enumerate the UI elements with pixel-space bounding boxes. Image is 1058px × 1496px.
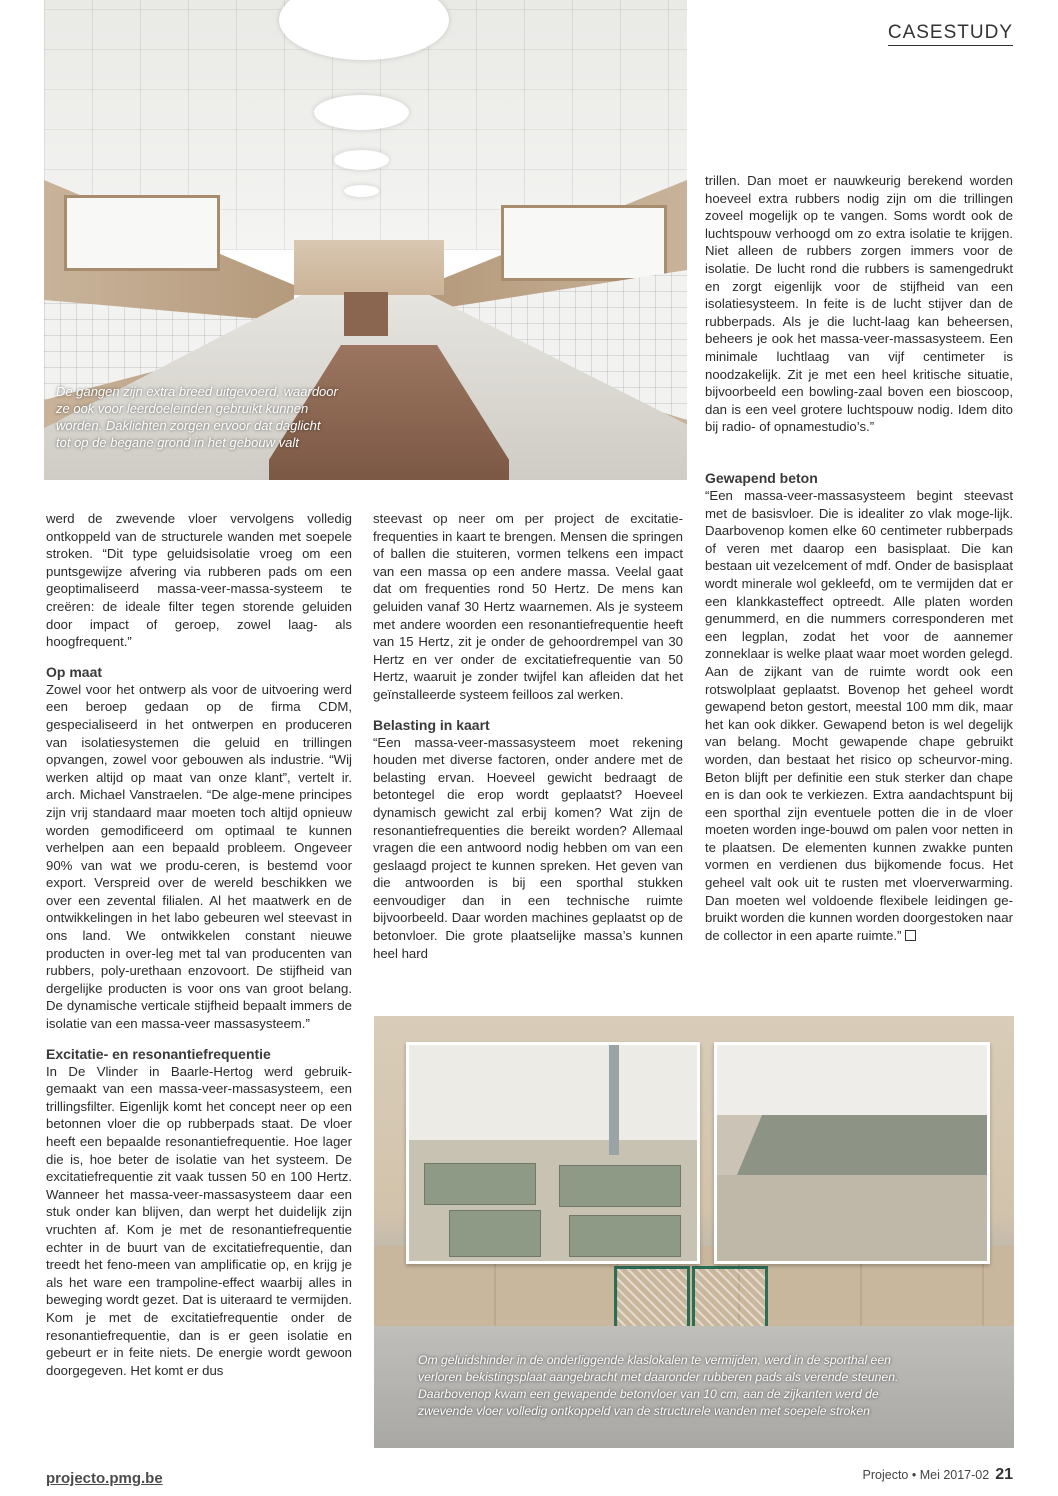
pad [424, 1163, 536, 1205]
skylight [334, 150, 389, 170]
subheading: Gewapend beton [705, 470, 818, 486]
subheading: Belasting in kaart [373, 716, 490, 733]
section-tag: CASESTUDY [888, 22, 1013, 46]
bench [344, 292, 388, 336]
hero-caption: De gangen zijn extra breed uitgevoerd, waardoor ze ook voor leerdoeleinden gebruikt kunnen worden. Daklichten zorgen ervoor dat daglicht tot op de begane grond in het gebouw valt [56, 384, 338, 450]
paragraph: Zowel voor het ontwerp als voor de uitvoering werd een beroep gedaan op de firma CDM, gespecialiseerd in het ontwerpen en produceren van isolatiesystemen die geluid en trillingen opvangen, zowel voor gebouwen als industrie. “Wij werken altijd op maat van onze klant”, vertelt ir. arch. Michael Vanstraelen. “De alge-mene principes zijn vrij standaard maar moeten toch altijd opnieuw worden gemodificeerd om optimaal te kunnen verhelpen aan een bepaald probleem. Ongeveer 90% van wat we produ-ceren, is bestemd voor export. Verspreid over de wereld beschikken we over een zevental filialen. Al het maatwerk en de ontwikkelingen in het labo gebeuren wel steevast in ons land. We ontwikkelen constant nieuwe producten in over-leg met tal van producenten van rubbers, poly-urethaan enzovoort. De stijfheid van dergelijke producten is voor ons van groot belang. De dynamische verticale stijfheid bepaalt immers de isolatie van een massa-veer massasysteem.” [46, 681, 352, 1032]
column-3-top [705, 172, 1013, 436]
skylight [314, 95, 409, 130]
paragraph-text: “Een massa-veer-massasysteem begint steevast met de basisvloer. Die is idealiter zo vlak moge-lijk. Daarbovenop komen elke 60 centimeter rubberpads of veren met daarop een basisplaat. Die kan bestaan uit vezelcement of mdf. Onder de basisplaat wordt minerale wol gekleefd, om te vermijden dat er een klankkasteffect optreedt. Alle platen worden genummerd, en die nummers corresponderen met een legplan, zodat het voor de aannemer zonneklaar is welke plaat waar moet worden gelegd. Aan de zijkant van de ruimte wordt ook een rotswolplaat geplaatst. Bovenop het geheel wordt gewapend beton gestort, meestal 100 mm dik, maar het kan ook dikker. Gewapend beton is wel degelijk van belang. Mocht gewapende chape gebruikt worden, dan bestaat het risico op scheurvor-ming. Beton blijft per definitie een stuk sterker dan chape en is dan ook te verkiezen. Extra aandachtspunt bij een sporthal zijn eventuele potten die in de vloer moeten worden inge-bouwd om palen voor netten in te plaatsen. De elementen kunnen zwakke punten vormen en verdienen dus bijkomende focus. Het geheel valt ook uit te rusten met vloerverwarming. Dan moeten wel voldoende flexibele leidingen ge-bruikt worden die kunnen worden doorgestoken naar de collector in een aparte ruimte.” [705, 488, 1013, 943]
paragraph: In De Vlinder in Baarle-Hertog werd gebruik-gemaakt van een massa-veer-massasysteem, een trillingsfilter. Eigenlijk komt het concept neer op een betonnen vloer die op rubberpads staat. De vloer heeft een bepaalde resonantiefrequentie. Hoe lager die is, hoe beter de isolatie van het systeem. De excitatiefrequentie zit vaak tussen 50 en 100 Hertz. Wanneer het massa-veer-massasysteem daar een stuk onder kan blijven, dan werpt het duidelijk zijn vruchten af. Kom je met de resonantiefrequentie echter in de buurt van de excitatiefrequentie, dan treedt het feno-meen van amplificatie op, en krijg je als het ware een trampoline-effect waarbij alles in beweging wordt gezet. Dat is uiteraard te vermijden. Kom je met de excitatiefrequentie onder de resonantiefrequentie, dan is er geen isolatie en gebeurt er in feite niets. De energie wordt gewoon doorgegeven. Het komt er dus [46, 1063, 352, 1378]
wall [409, 1045, 697, 1140]
footer-info [863, 1466, 1013, 1484]
ground [717, 1175, 987, 1261]
column-3-bottom [705, 469, 1013, 944]
sports-hall-photo [374, 1016, 1014, 1448]
paragraph: steevast op neer om per project de excitatie-frequenties in kaart te brengen. Mensen die springen of ballen die stuiteren, vormen telkens een impact van een massa op een andere massa. Veelal gaat dat om frequenties rond 50 Hertz. De mens kan geluiden vanaf 30 Hertz waarnemen. Als je systeem met andere woorden een resonantiefrequentie heeft van 15 Hertz, zit je onder de gehoordrempel van 30 Hertz en ver onder de excitatiefrequentie van 50 Hertz, waaruit je zonder twijfel kan afleiden dat het geïnstalleerde systeem feilloos zal werken. [373, 511, 683, 702]
paragraph: “Een massa-veer-massasysteem moet rekening houden met diverse factoren, onder andere met de belasting ervan. Hoeveel gewicht bedraagt de betontegel die erop wordt geplaatst? Hoeveel dynamisch gewicht zal erbij komen? Wat zijn de resonantiefrequenties die bereikt worden? Allemaal vragen die een antwoord nodig hebben om van een geslaagd project te kunnen spreken. Het geven van die antwoorden is bij een sporthal stukken eenvoudiger dan in een technische ruimte bijvoorbeeld. Daar worden machines geplaatst op de betonvloer. Die grote plaatselijke massa’s kunnen heel hard [373, 734, 683, 961]
goal [692, 1266, 768, 1332]
wall [717, 1045, 987, 1115]
pad [449, 1210, 541, 1257]
corridor-end [294, 240, 444, 295]
column-2 [373, 510, 683, 962]
skylight [344, 185, 379, 197]
pipe [609, 1045, 619, 1155]
column-1 [46, 510, 352, 1379]
window [501, 205, 667, 281]
subheading: Op maat [46, 663, 103, 680]
end-mark-icon [905, 930, 916, 941]
hallway-photo [44, 0, 687, 480]
footer-url[interactable]: projecto.pmg.be [46, 1470, 163, 1487]
page-number: 21 [995, 1466, 1013, 1483]
slab [737, 1115, 987, 1175]
inset-photo-slab [714, 1042, 990, 1264]
paragraph: werd de zwevende vloer vervolgens volledig ontkoppeld van de structurele wanden met soepele stroken. “Dit type geluidsisolatie vroeg om een puntsgewijze afvering via rubberen pads om een geoptimaliseerd massa-veer-massa-systeem te creëren: de ideale filter tegen storende geluiden door impact of geroep, zowel laag- als hoogfrequent.” [46, 511, 352, 650]
subheading: Excitatie- en resonantiefrequentie [46, 1045, 271, 1062]
paragraph [705, 487, 1013, 944]
bottom-caption: Om geluidshinder in de onderliggende klaslokalen te vermijden, werd in de sporthal een verloren bekistingsplaat aangebracht met daaronder rubberen pads als verende steunen. Daarbovenop kwam een gewapende betonvloer van 10 cm, aan de zijkanten werd de zwevende vloer volledig ontkoppeld van de structurele wanden met soepele stroken [418, 1353, 899, 1418]
paragraph: trillen. Dan moet er nauwkeurig berekend worden hoeveel extra rubbers nodig zijn om die trillingen zoveel mogelijk op te vangen. Soms wordt ook de luchtspouw verhoogd om zo extra isolatie te krijgen. Niet alleen de rubbers zorgen immers voor de isolatie. De lucht rond die rubbers is samengedrukt en zorgt eigenlijk voor de stijfheid van een isolatiesysteem. In feite is de lucht stijver dan de rubberpads. Als je die lucht-laag kan beheersen, beheers je ook het massa-veer-massasysteem. Een minimale luchtlaag van vijf centimeter is noodzakelijk. Zit je met een heel kritische situatie, bijvoorbeeld een bowling-zaal boven een bioscoop, dan is een veel grotere luchtspouw nodig. Idem dito bij radio- of opnamestudio’s.” [705, 173, 1013, 435]
goal [614, 1266, 690, 1332]
inset-photo-pads [406, 1042, 700, 1264]
pad [569, 1215, 681, 1257]
publication-info: Projecto • Mei 2017-02 [862, 1468, 990, 1482]
pad [559, 1165, 681, 1207]
window [64, 195, 220, 271]
